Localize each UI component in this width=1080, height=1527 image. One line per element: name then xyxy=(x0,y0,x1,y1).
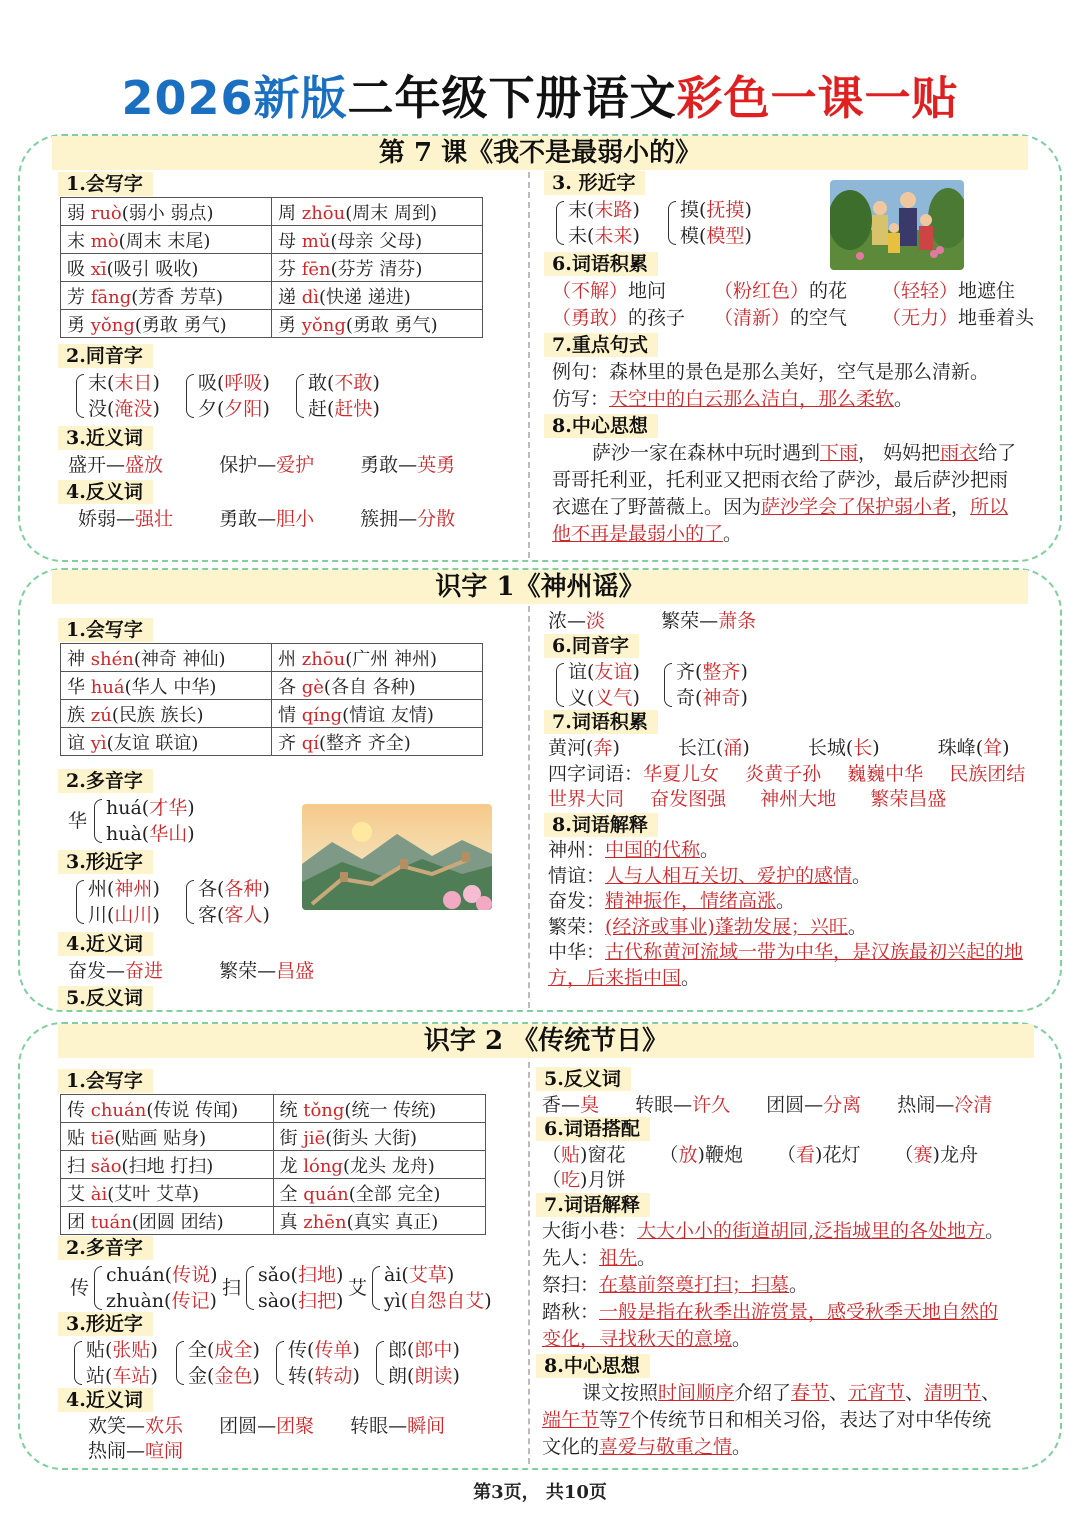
section-header: 4.反义词 xyxy=(58,480,153,504)
section-header: 2.同音字 xyxy=(58,344,153,368)
table-row xyxy=(61,226,483,254)
column-divider xyxy=(528,1062,530,1464)
list-item: sào(扫把) xyxy=(258,1290,344,1312)
section-header: 2.多音字 xyxy=(58,1236,153,1260)
section-header: 6.词语积累 xyxy=(544,252,658,276)
section-header: 5.反义词 xyxy=(58,986,153,1010)
explanation-line: 繁荣：(经济或事业)蓬勃发展；兴旺。 xyxy=(548,915,867,938)
central-idea-line: 他不再是最弱小的了。 xyxy=(552,523,743,545)
similar-char-group xyxy=(186,876,270,928)
list-item: 州(神州) xyxy=(88,878,160,900)
list-item: 赶(赶快) xyxy=(308,398,380,420)
table-cell: 传 chuán(传说 传闻) xyxy=(61,1095,274,1123)
section-header: 5.反义词 xyxy=(536,1067,631,1091)
brace xyxy=(76,880,84,924)
table-cell: 芳 fāng(芳香 芳草) xyxy=(61,282,272,310)
explanation-line: 神州：中国的代称。 xyxy=(548,839,720,861)
section-header: 6.同音字 xyxy=(544,634,639,658)
shizi-2-title: 识字 2 《传统节日》 xyxy=(58,1024,1034,1058)
word-accumulation-row: （无力）地垂着头 xyxy=(882,307,1035,329)
brace xyxy=(664,663,672,707)
synonym-list: 欢笑—欢乐 团圆—团聚 转眼—瞬间 xyxy=(88,1415,446,1437)
table-cell: 各 gè(各自 各种) xyxy=(272,672,483,700)
brace xyxy=(76,374,84,418)
table-cell: 全 quán(全部 完全) xyxy=(273,1179,486,1207)
brace xyxy=(176,1341,184,1385)
polyphone-group: 华 huá(才华) huà(华山) xyxy=(68,797,195,845)
table-cell: 递 dì(快递 递进) xyxy=(272,282,483,310)
list-item: 敢(不敢) xyxy=(308,372,380,394)
table-cell: 母 mǔ(母亲 父母) xyxy=(272,226,483,254)
list-item: 转(转动) xyxy=(288,1365,360,1387)
table-cell: 末 mò(周末 末尾) xyxy=(61,226,272,254)
table-cell: 弱 ruò(弱小 弱点) xyxy=(61,198,272,226)
lesson-7-title: 第 7 课《我不是最弱小的》 xyxy=(52,136,1028,170)
explanation-line: 情谊：人与人相互关切、爱护的感情。 xyxy=(548,864,872,887)
antonym-list: 浓—淡 繁荣—萧条 xyxy=(548,610,757,632)
table-row xyxy=(61,198,483,226)
similar-char-group xyxy=(76,876,160,928)
list-item: zhuàn(传记) xyxy=(106,1290,217,1312)
similar-char-group xyxy=(668,197,752,249)
brace xyxy=(376,1341,384,1385)
imitation-sentence: 仿写：天空中的白云那么洁白，那么柔软。 xyxy=(552,388,914,410)
list-item: 川(山川) xyxy=(88,904,160,926)
page-title: 2026新版二年级下册语文彩色一课一贴 xyxy=(121,71,959,125)
table-cell: 情 qíng(情谊 友情) xyxy=(272,700,483,728)
homophone-group xyxy=(76,370,160,422)
similar-char-group xyxy=(74,1337,158,1389)
table-cell: 勇 yǒng(勇敢 勇气) xyxy=(61,310,272,338)
brace xyxy=(276,1341,284,1385)
brace xyxy=(372,1266,380,1310)
section-header: 3.近义词 xyxy=(58,426,153,450)
table-row xyxy=(61,1151,486,1179)
polyphone-group: 传 chuán(传说) zhuàn(传记) xyxy=(70,1264,218,1312)
table-row xyxy=(61,282,483,310)
explanation-line: 奋发：精神振作，情绪高涨。 xyxy=(548,890,796,912)
similar-char-group xyxy=(556,197,640,249)
table-cell: 艾 ài(艾叶 艾草) xyxy=(61,1179,274,1207)
table-row xyxy=(61,700,483,728)
table-row xyxy=(61,672,483,700)
great-wall-image xyxy=(302,804,492,910)
writing-characters-table xyxy=(60,197,483,338)
column-divider xyxy=(528,172,530,558)
section-header: 3. 形近字 xyxy=(544,171,645,195)
brace xyxy=(186,374,194,418)
list-item: 夕(夕阳) xyxy=(198,398,270,420)
table-cell: 族 zú(民族 族长) xyxy=(61,700,272,728)
section-header: 7.词语解释 xyxy=(536,1193,650,1217)
word-accumulation-row: （清新）的空气 xyxy=(714,307,848,329)
section-header: 1.会写字 xyxy=(58,1069,153,1093)
homophone-group xyxy=(296,370,380,422)
list-item: 金(金色) xyxy=(188,1365,260,1387)
list-item: 末(末路) xyxy=(568,199,640,221)
page-number: 第3页， 共10页 xyxy=(473,1482,607,1503)
column-divider xyxy=(528,606,530,1008)
table-cell: 齐 qí(整齐 齐全) xyxy=(272,728,483,756)
word-accumulation-row: （粉红色）的花 xyxy=(714,280,848,302)
similar-char-group xyxy=(276,1337,360,1389)
table-cell: 扫 sǎo(扫地 打扫) xyxy=(61,1151,274,1179)
list-item: 奇(神奇) xyxy=(676,687,748,709)
list-item: 各(各种) xyxy=(198,878,270,900)
word-accumulation-row: 黄河(奔) 长江(涌) 长城(长) 珠峰(耸) xyxy=(548,737,1010,759)
list-item: 郎(郎中) xyxy=(388,1339,460,1361)
polyphone-group: 扫 sǎo(扫地) sào(扫把) xyxy=(222,1264,344,1312)
section-header: 8.中心思想 xyxy=(536,1354,650,1378)
list-item: 站(车站) xyxy=(86,1365,158,1387)
table-cell: 勇 yǒng(勇敢 勇气) xyxy=(272,310,483,338)
brace xyxy=(296,374,304,418)
list-item: 客(客人) xyxy=(198,904,270,926)
list-item: 朗(朗读) xyxy=(388,1365,460,1387)
section-header: 8.词语解释 xyxy=(544,813,658,837)
table-row xyxy=(61,728,483,756)
table-cell: 州 zhōu(广州 神州) xyxy=(272,644,483,672)
synonym-list: 奋发—奋进 繁荣—昌盛 xyxy=(68,960,315,982)
antonym-list: 娇弱—强壮 勇敢—胆小 簇拥—分散 xyxy=(78,508,456,530)
writing-characters-table xyxy=(60,643,483,756)
central-idea-line: 课文按照时间顺序介绍了春节、元宵节、清明节、 xyxy=(582,1382,1001,1404)
table-row xyxy=(61,1179,486,1207)
table-cell: 周 zhōu(周末 周到) xyxy=(272,198,483,226)
list-item: 吸(呼吸) xyxy=(198,372,270,394)
four-char-words: 四字词语：华夏儿女 炎黄子孙 巍巍中华 民族团结 xyxy=(548,763,1026,785)
table-cell: 龙 lóng(龙头 龙舟) xyxy=(273,1151,486,1179)
brace xyxy=(94,799,102,843)
family-illustration xyxy=(830,180,964,270)
section-header: 4.近义词 xyxy=(58,932,153,956)
section-header: 4.近义词 xyxy=(58,1388,153,1412)
word-accumulation-row: （勇敢）的孩子 xyxy=(552,307,686,329)
list-item: 谊(友谊) xyxy=(568,661,640,683)
list-item: 贴(张贴) xyxy=(86,1339,158,1361)
list-item: 义(义气) xyxy=(568,687,640,709)
polyphone-group: 艾 ài(艾草) yì(自怨自艾) xyxy=(348,1264,492,1312)
table-row xyxy=(61,310,483,338)
brace xyxy=(94,1266,102,1310)
list-item: 传(传单) xyxy=(288,1339,360,1361)
synonym-list: 盛开—盛放 保护—爱护 勇敢—英勇 xyxy=(68,454,456,476)
list-item: 齐(整齐) xyxy=(676,661,748,683)
example-sentence: 例句：森林里的景色是那么美好，空气是那么清新。 xyxy=(552,361,990,383)
explanation-line: 中华：古代称黄河流域一带为中华，是汉族最初兴起的地 xyxy=(548,941,1024,963)
explanation-line: 方，后来指中国。 xyxy=(548,966,701,989)
explanation-line: 先人：祖先。 xyxy=(542,1247,657,1269)
list-item: yì(自怨自艾) xyxy=(384,1290,492,1312)
four-char-words: 世界大同 奋发图强 神州大地 繁荣昌盛 xyxy=(548,788,947,810)
central-idea-line: 文化的喜爱与敬重之情。 xyxy=(542,1436,752,1458)
list-item: huá(才华) xyxy=(106,797,195,819)
list-item: 摸(抚摸) xyxy=(680,199,752,221)
homophone-group xyxy=(186,370,270,422)
section-header: 8.中心思想 xyxy=(544,414,658,438)
section-header: 1.会写字 xyxy=(58,618,153,642)
table-cell: 吸 xī(吸引 吸收) xyxy=(61,254,272,282)
table-row xyxy=(61,644,483,672)
word-accumulation-row: （不解）地问 xyxy=(552,280,667,302)
section-header: 7.词语积累 xyxy=(544,710,658,734)
word-collocation-row: （吃)月饼 xyxy=(542,1169,626,1191)
table-cell: 芬 fēn(芬芳 清芬) xyxy=(272,254,483,282)
brace xyxy=(556,201,564,245)
explanation-line: 踏秋：一般是指在秋季出游赏景，感受秋季天地自然的 xyxy=(542,1301,999,1323)
word-accumulation-row: （轻轻）地遮住 xyxy=(882,280,1016,302)
list-item: ài(艾草) xyxy=(384,1264,455,1286)
homophone-group xyxy=(664,659,748,711)
section-header: 3.形近字 xyxy=(58,850,153,874)
table-cell: 街 jiē(街头 大街) xyxy=(273,1123,486,1151)
table-row xyxy=(61,1207,486,1235)
central-idea-line: 哥哥托利亚，托利亚又把雨衣给了萨沙，最后萨沙把雨 xyxy=(552,469,1009,491)
central-idea-line: 萨沙一家在森林中玩时遇到下雨， 妈妈把雨衣给了 xyxy=(592,442,1017,464)
list-item: 全(成全) xyxy=(188,1339,260,1361)
brace xyxy=(246,1266,254,1310)
list-item: 没(淹没) xyxy=(88,398,160,420)
brace xyxy=(74,1341,82,1385)
table-row xyxy=(61,1123,486,1151)
explanation-line: 大街小巷：大大小小的街道胡同,泛指城里的各处地方。 xyxy=(542,1220,1005,1242)
shizi-1-title: 识字 1《神州谣》 xyxy=(52,570,1028,604)
central-idea-line: 衣遮在了野蔷薇上。因为萨沙学会了保护弱小者，所以 xyxy=(552,496,1009,518)
synonym-list: 热闹—喧闹 xyxy=(88,1440,184,1462)
section-header: 2.多音字 xyxy=(58,769,153,793)
central-idea-line: 端午节等7个传统节日和相关习俗，表达了对中华传统 xyxy=(542,1409,992,1431)
table-cell: 团 tuán(团圆 团结) xyxy=(61,1207,274,1235)
writing-characters-table xyxy=(60,1094,486,1235)
explanation-line: 变化，寻找秋天的意境。 xyxy=(542,1328,752,1350)
section-header: 1.会写字 xyxy=(58,172,153,196)
list-item: chuán(传说) xyxy=(106,1264,218,1286)
table-cell: 贴 tiē(贴画 贴身) xyxy=(61,1123,274,1151)
word-collocation-row: （贴)窗花 （放)鞭炮 （看)花灯 （赛)龙舟 xyxy=(542,1144,978,1166)
table-row xyxy=(61,254,483,282)
table-cell: 华 huá(华人 中华) xyxy=(61,672,272,700)
list-item: huà(华山) xyxy=(106,823,195,845)
list-item: sǎo(扫地) xyxy=(258,1264,344,1286)
section-header: 3.形近字 xyxy=(58,1312,153,1336)
table-cell: 神 shén(神奇 神仙) xyxy=(61,644,272,672)
table-row xyxy=(61,1095,486,1123)
section-header: 7.重点句式 xyxy=(544,333,658,357)
list-item: 未(未来) xyxy=(568,225,640,247)
explanation-line: 祭扫：在墓前祭奠打扫；扫墓。 xyxy=(542,1274,809,1296)
brace xyxy=(668,201,676,245)
similar-char-group xyxy=(176,1337,260,1389)
table-cell: 谊 yì(友谊 联谊) xyxy=(61,728,272,756)
table-cell: 统 tǒng(统一 传统) xyxy=(273,1095,486,1123)
section-header: 6.词语搭配 xyxy=(536,1117,650,1141)
similar-char-group xyxy=(376,1337,460,1389)
table-cell: 真 zhēn(真实 真正) xyxy=(273,1207,486,1235)
brace xyxy=(186,880,194,924)
list-item: 末(末日) xyxy=(88,372,160,394)
list-item: 模(模型) xyxy=(680,225,752,247)
antonym-list: 香—臭 转眼—许久 团圆—分离 热闹—冷清 xyxy=(542,1094,993,1116)
homophone-group xyxy=(556,659,640,711)
brace xyxy=(556,663,564,707)
